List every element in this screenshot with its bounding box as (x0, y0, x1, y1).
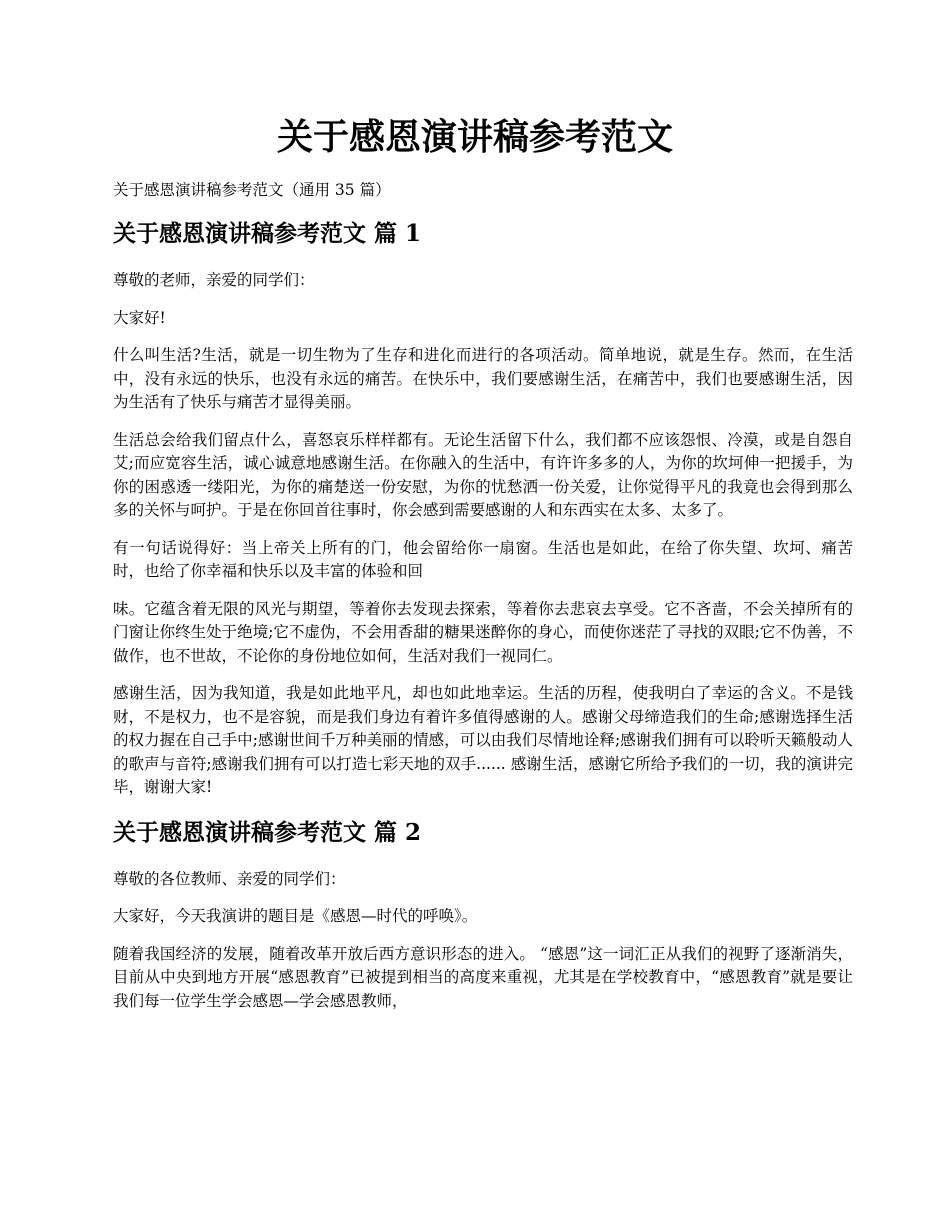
section-heading: 关于感恩演讲稿参考范文 篇 2 (113, 818, 422, 846)
document-subtitle: 关于感恩演讲稿参考范文（通用 35 篇） (113, 181, 391, 199)
section-heading: 关于感恩演讲稿参考范文 篇 1 (113, 220, 422, 247)
salutation: 尊敬的各位教师、亲爱的同学们： (113, 869, 346, 888)
greeting: 大家好，今天我演讲的题目是《感恩—时代的呼唤》。 (113, 907, 478, 925)
document-title: 关于感恩演讲稿参考范文 (276, 116, 673, 158)
paragraph: 生活总会给我们留点什么，喜怒哀乐样样都有。无论生活留下什么，我们都不应该怨恨、冷漠，或是自怨自艾;而应宽容生活，诚心诚意地感谢生活。在你融入的生活中，有许许多多的人，为你的坎坷伸一把援手，为你的困惑透一缕阳光，为你的痛楚送一份安慰，为你的忧愁洒一份关爱，让你觉得平凡的我竟也会得到那么多的关怀与呵护。于是在你回首往事时，你会感到需要感谢的人和东西实在太多、太多了。 (113, 430, 853, 519)
paragraph: 随着我国经济的发展，随着改革开放后西方意识形态的进入。 “感恩”这一词汇正从我们的视野了逐渐消失，目前从中央到地方开展“感恩教育”已被提到相当的高度来重视，尤其是在学校教育中，“感恩教育”就是要让我们每一位学生学会感恩—学会感恩教师， (113, 944, 853, 1010)
salutation: 尊敬的老师，亲爱的同学们： (113, 271, 315, 289)
paragraph: 感谢生活，因为我知道，我是如此地平凡，却也如此地幸运。生活的历程，使我明白了幸运的含义。不是钱财，不是权力，也不是容貌，而是我们身边有着许多值得感谢的人。感谢父母缔造我们的生命;感谢选择生活的权力握在自己手中;感谢世间千万种美丽的情感，可以由我们尽情地诠释;感谢我们拥有可以聆听天籁般动人的歌声与音符;感谢我们拥有可以打造七彩天地的双手...... 感谢生活，感谢它所给予我们的一切，我的演讲完毕，谢谢大家! (113, 684, 853, 796)
paragraph: 有一句话说得好：当上帝关上所有的门，他会留给你一扇窗。生活也是如此，在给了你失望、坎坷、痛苦时，也给了你幸福和快乐以及丰富的体验和回 (113, 538, 853, 580)
paragraph: 什么叫生活?生活，就是一切生物为了生存和进化而进行的各项活动。简单地说，就是生存。然而，在生活中，没有永远的快乐，也没有永远的痛苦。在快乐中，我们要感谢生活，在痛苦中，我们也要感谢生活，因为生活有了快乐与痛苦才显得美丽。 (113, 346, 853, 411)
section-1 (113, 217, 853, 800)
document-body (113, 178, 853, 1027)
greeting: 大家好! (113, 308, 166, 327)
section-2 (113, 816, 853, 1014)
paragraph: 味。它蕴含着无限的风光与期望，等着你去发现去探索，等着你去悲哀去享受。它不吝啬，不会关掉所有的门窗让你终生处于绝境;它不虚伪，不会用香甜的糖果迷醉你的身心，而使你迷茫了寻找的双眼;它不伪善，不做作，也不世故，不论你的身份地位如何，生活对我们一视同仁。 (113, 599, 853, 665)
